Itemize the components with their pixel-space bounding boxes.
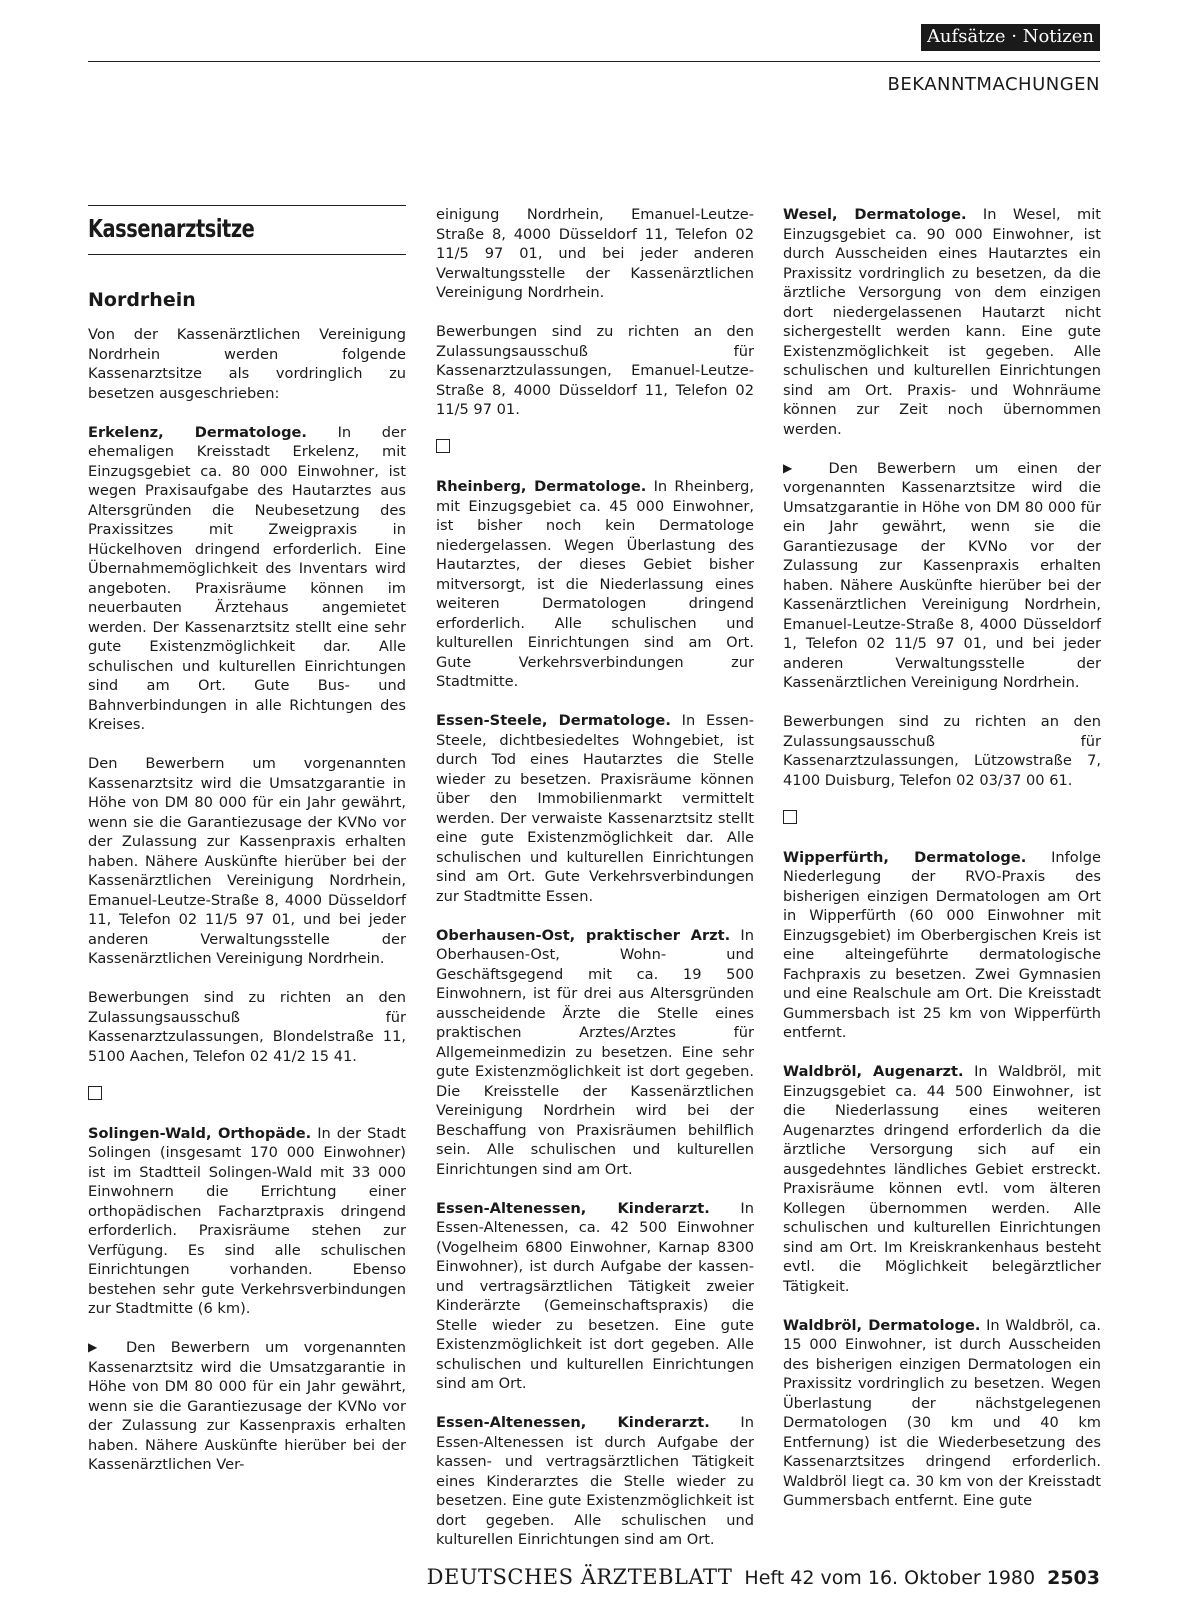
article-paragraph — [783, 712, 1101, 790]
title-rule-bottom — [88, 254, 406, 255]
entry-heading: Essen-Altenessen, Kinderarzt. — [436, 1414, 710, 1431]
entry-text: Den Bewerbern um vorgenannten Kassenarztsitz wird die Umsatzgarantie in Höhe von DM 80 000 für ein Jahr gewährt, wenn sie die Garantiezusage der KVNo vor der Zulassung zur Kassenpraxis erhalten haben. Nähere Auskünfte hierüber bei der Kassenärztlichen Vereinigung Nordrhein, Emanuel-Leutze-Straße 8, 4000 Düsseldorf 11, Telefon 02 11/5 97 01, und bei jeder anderen Verwaltungsstelle der Kassenärztlichen Vereinigung Nordrhein. — [88, 755, 406, 967]
article-paragraph — [436, 1199, 754, 1394]
entry-text: Bewerbungen sind zu richten an den Zulassungsausschuß für Kassenarztzulassungen, Emanuel-Leutze-Straße 8, 4000 Düsseldorf 11, Telefon 02 11/5 97 01. — [436, 323, 754, 418]
section-subtitle: BEKANNTMACHUNGEN — [887, 74, 1100, 95]
entry-text: In Essen-Altenessen, ca. 42 500 Einwohner (Vogelheim 6800 Einwohner, Karnap 8300 Einwohner), ist durch Aufgabe der kassen- und vertragsärztlichen Tätigkeit zweier Kinderärzte (Gemeinschaftspraxis) die Stelle wieder zu besetzen. Eine gute Existenzmöglichkeit ist dort gegeben. Alle schulischen und kulturellen Einrichtungen sind am Ort. — [436, 1199, 754, 1392]
entry-heading: Essen-Steele, Dermatologe. — [436, 712, 671, 729]
entry-text: Bewerbungen sind zu richten an den Zulassungsausschuß für Kassenarztzulassungen, Lützowstraße 7, 4100 Duisburg, Telefon 02 03/37 00 61. — [783, 713, 1101, 789]
article-title: Kassenarztsitze — [88, 214, 255, 243]
entry-heading: Wipperfürth, Dermatologe. — [783, 848, 1027, 866]
entry-text: In Rheinberg, mit Einzugsgebiet ca. 45 000 Einwohner, ist bisher noch kein Dermatologe niedergelassen. Wegen Überlastung des Hautarztes, der dieses Gebiet bisher mitversorgt, ist die Niederlassung eines weiteren Dermatologen dringend erforderlich. Alle schulischen und kulturellen Einrichtungen sind am Ort. Gute Verkehrsverbindungen zur Stadtmitte. — [436, 478, 754, 690]
article-paragraph — [88, 988, 406, 1066]
entry-text: Den Bewerbern um einen der vorgenannten Kassenarztsitze wird die Umsatzgarantie in Höhe von DM 80 000 für ein Jahr gewährt, wenn sie die Garantiezusage der KVNo vor der Zulassung zur Kassenpraxis erhalten haben. Nähere Auskünfte hierüber bei der Kassenärztlichen Vereinigung Nordrhein, Emanuel-Leutze-Straße 8, 4000 Düsseldorf 1, Telefon 02 11/5 97 01, und bei jeder anderen Verwaltungsstelle der Kassenärztlichen Vereinigung Nordrhein. — [783, 459, 1101, 691]
entry-heading: Oberhausen-Ost, praktischer Arzt. — [436, 926, 731, 944]
article-paragraph — [436, 322, 754, 420]
section-separator-box — [783, 810, 797, 824]
article-paragraph — [783, 205, 1101, 439]
entry-heading: Solingen-Wald, Orthopäde. — [88, 1124, 312, 1142]
arrow-bullet-icon: ▶ — [88, 1340, 108, 1354]
issue-info: Heft 42 vom 16. Oktober 1980 — [744, 1567, 1036, 1589]
article-paragraph — [783, 848, 1101, 1043]
entry-text: einigung Nordrhein, Emanuel-Leutze-Straße 8, 4000 Düsseldorf 11, Telefon 02 11/5 97 01, und bei jeder anderen Verwaltungsstelle der Kassenärztlichen Vereinigung Nordrhein. — [436, 206, 754, 301]
entry-heading: Erkelenz, Dermatologe. — [88, 423, 307, 441]
column-1 — [88, 205, 406, 1494]
article-paragraph — [783, 459, 1101, 693]
article-paragraph — [436, 711, 754, 906]
entry-text: Infolge Niederlegung der RVO-Praxis des bisherigen einzigen Dermatologen am Ort in Wipperfürth (60 000 Einwohner mit Einzugsgebiet) im Oberbergischen Kreis ist eine alteingeführte dermatologische Fachpraxis zu besetzen. Zwei Gymnasien und eine Realschule am Ort. Die Kreisstadt Gummersbach ist 25 km von Wipperfürth entfernt. — [783, 848, 1102, 1041]
entry-heading: Wesel, Dermatologe. — [783, 206, 967, 223]
column-2 — [436, 205, 754, 1569]
article-paragraph — [88, 325, 406, 403]
article-paragraph — [436, 477, 754, 692]
entry-text: In Oberhausen-Ost, Wohn- und Geschäftsgegend mit ca. 19 500 Einwohnern, ist für drei aus Altersgründen ausscheidende Ärzte die Stelle eines praktischen Arztes/Arztes für Allgemeinmedizin zu besetzen. Eine sehr gute Existenzmöglichkeit ist dort gegeben. Die Kreisstelle der Kassenärztlichen Vereinigung Nordrhein wird bei der Beschaffung von Praxisräumen behilflich sein. Alle schulischen und kulturellen Einrichtungen sind am Ort. — [436, 926, 754, 1178]
entry-text: Bewerbungen sind zu richten an den Zulassungsausschuß für Kassenarztzulassungen, Blondelstraße 11, 5100 Aachen, Telefon 02 41/2 15 41. — [88, 989, 406, 1065]
page-footer — [427, 1565, 1100, 1589]
entry-heading: Rheinberg, Dermatologe. — [436, 478, 647, 495]
article-paragraph — [88, 423, 406, 735]
entry-text: In der ehemaligen Kreisstadt Erkelenz, mit Einzugsgebiet ca. 80 000 Einwohner, ist wegen Praxisaufgabe des Hautarztes aus Altersgründen die Neubesetzung des Praxissitzes mit Zweigpraxis in Hückelhoven dringend erforderlich. Eine Übernahmemöglichkeit des Inventars wird angeboten. Praxisräume können im neuerbauten Ärztehaus angemietet werden. Der Kassenarztsitz stellt eine sehr gute Existenzmöglichkeit dar. Alle schulischen und kulturellen Einrichtungen sind am Ort. Gute Bus- und Bahnverbindungen in alle Richtungen des Kreises. — [88, 423, 406, 733]
entry-text: In Wesel, mit Einzugsgebiet ca. 90 000 Einwohner, ist durch Ausscheiden eines Hautarztes ein Praxissitz vordringlich zu besetzen, da die ärztliche Versorgung von dem einzigen dort niedergelassenen Hautarzt nicht sichergestellt werden kann. Eine gute Existenzmöglichkeit ist gegeben. Alle schulischen und kulturellen Einrichtungen sind am Ort. Praxis- und Wohnräume können zur Zeit noch übernommen werden. — [783, 206, 1101, 438]
article-paragraph — [783, 1062, 1101, 1296]
article-paragraph — [88, 1124, 406, 1319]
section-tag: Aufsätze · Notizen — [921, 24, 1100, 51]
entry-text: In Waldbröl, mit Einzugsgebiet ca. 44 500 Einwohner, ist die Niederlassung eines weiteren Augenarztes dringend erforderlich da die ärztliche Versorgung sich auf ein ausgedehntes ländliches Gebiet erstreckt. Praxisräume können evtl. vom älteren Kollegen übernommen werden. Alle schulischen und kulturellen Einrichtungen sind am Ort. Im Kreiskrankenhaus besteht evtl. die Möglichkeit belegärztlicher Tätigkeit. — [783, 1063, 1101, 1295]
header-rule — [88, 61, 1100, 62]
arrow-bullet-icon: ▶ — [783, 460, 807, 475]
entry-text: In Waldbröl, ca. 15 000 Einwohner, ist durch Ausscheiden des bisherigen einzigen Dermatologen ein Praxissitz vordringlich zu besetzen. Wegen Überlastung der nächstgelegenen Dermatologen (30 km und 40 km Entfernung) ist die Wiederbesetzung des Kassenarztsitzes dringend erforderlich. Waldbröl liegt ca. 30 km von der Kreisstadt Gummersbach entfernt. Eine gute — [783, 1316, 1101, 1509]
article-paragraph — [436, 926, 754, 1180]
entry-text: In der Stadt Solingen (insgesamt 170 000 Einwohner) ist im Stadtteil Solingen-Wald mit 33 000 Einwohnern die Errichtung einer orthopädischen Facharztpraxis dringend erforderlich. Praxisräume stehen zur Verfügung. Es sind alle schulischen Einrichtungen vorhanden. Ebenso bestehen sehr gute Verkehrsverbindungen zur Stadtmitte (6 km). — [88, 1124, 406, 1317]
magazine-name: DEUTSCHES ÄRZTEBLATT — [426, 1565, 733, 1589]
section-separator-box — [436, 439, 450, 453]
entry-heading: Waldbröl, Dermatologe. — [783, 1316, 981, 1334]
entry-text: Den Bewerbern um vorgenannten Kassenarztsitz wird die Umsatzgarantie in Höhe von DM 80 000 für ein Jahr gewährt, wenn sie die Garantiezusage der KVNo vor der Zulassung zur Kassenpraxis erhalten haben. Nähere Auskünfte hierüber bei der Kassenärztlichen Ver- — [88, 1339, 406, 1473]
entry-heading: Waldbröl, Augenarzt. — [783, 1063, 964, 1080]
article-paragraph — [88, 754, 406, 969]
article-paragraph — [436, 1413, 754, 1550]
article-paragraph — [88, 1338, 406, 1475]
article-paragraph — [436, 205, 754, 303]
title-rule-top — [88, 205, 406, 206]
region-heading: Nordrhein — [88, 289, 196, 311]
section-separator-box — [88, 1086, 102, 1100]
column-3 — [783, 205, 1101, 1530]
article-paragraph — [783, 1316, 1101, 1511]
entry-text: In Essen-Altenessen ist durch Aufgabe der kassen- und vertragsärztlichen Tätigkeit eines Kinderarztes die Stelle wieder zu besetzen. Eine gute Existenzmöglichkeit ist dort gegeben. Alle schulischen und kulturellen Einrichtungen sind am Ort. — [436, 1414, 754, 1548]
entry-text: Von der Kassenärztlichen Vereinigung Nordrhein werden folgende Kassenarztsitze als vordringlich zu besetzen ausgeschrieben: — [88, 326, 406, 402]
page-number: 2503 — [1047, 1567, 1100, 1589]
entry-text: In Essen-Steele, dichtbesiedeltes Wohngebiet, ist durch Tod eines Hautarztes die Stelle wieder zu besetzen. Praxisräume können über den Immobilienmarkt vermittelt werden. Der verwaiste Kassenarztsitz stellt eine gute Existenzmöglichkeit dar. Alle schulischen und kulturellen Einrichtungen sind am Ort. Gute Verkehrsverbindungen zur Stadtmitte Essen. — [436, 712, 754, 905]
entry-heading: Essen-Altenessen, Kinderarzt. — [436, 1199, 710, 1217]
